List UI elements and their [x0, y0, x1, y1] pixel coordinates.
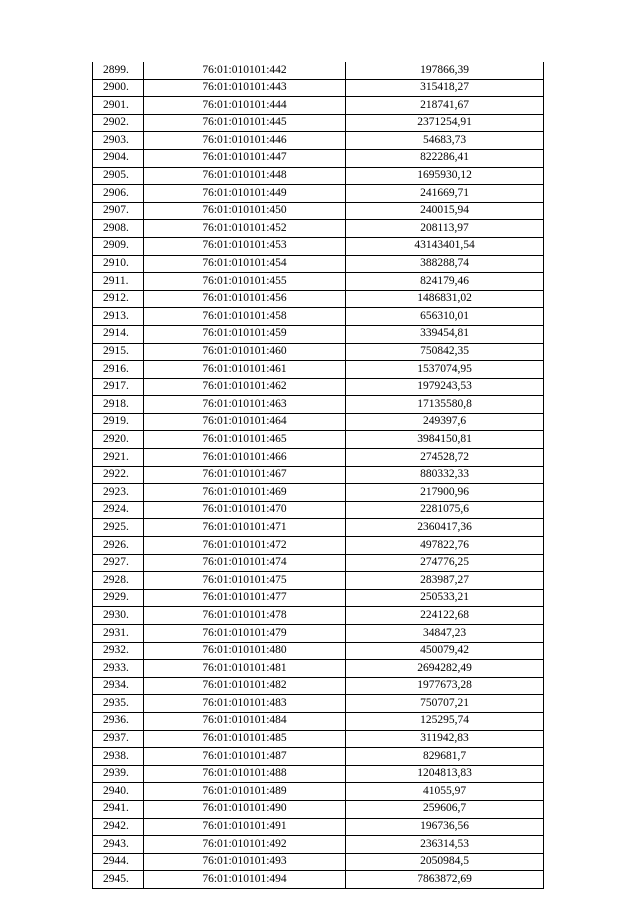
table-row	[93, 519, 544, 537]
table-row	[93, 660, 544, 678]
cadastral-value: 311942,83	[346, 730, 544, 748]
cadastral-number: 76:01:010101:455	[144, 273, 346, 291]
cadastral-number: 76:01:010101:477	[144, 589, 346, 607]
table-row	[93, 572, 544, 590]
cadastral-number: 76:01:010101:449	[144, 185, 346, 203]
cadastral-value: 34847,23	[346, 625, 544, 643]
cadastral-number: 76:01:010101:479	[144, 625, 346, 643]
cadastral-number: 76:01:010101:446	[144, 132, 346, 150]
row-number: 2932.	[93, 642, 144, 660]
cadastral-number: 76:01:010101:460	[144, 343, 346, 361]
row-number: 2909.	[93, 237, 144, 255]
table-row	[93, 255, 544, 273]
cadastral-value: 2694282,49	[346, 660, 544, 678]
cadastral-number: 76:01:010101:464	[144, 413, 346, 431]
table-row	[93, 132, 544, 150]
cadastral-value: 224122,68	[346, 607, 544, 625]
cadastral-value: 1204813,83	[346, 765, 544, 783]
cadastral-value: 750842,35	[346, 343, 544, 361]
row-number: 2902.	[93, 114, 144, 132]
row-number: 2927.	[93, 554, 144, 572]
row-number: 2918.	[93, 396, 144, 414]
cadastral-number: 76:01:010101:487	[144, 748, 346, 766]
row-number: 2920.	[93, 431, 144, 449]
cadastral-value: 2050984,5	[346, 853, 544, 871]
table-row	[93, 537, 544, 555]
row-number: 2943.	[93, 836, 144, 854]
table-row	[93, 466, 544, 484]
cadastral-value: 125295,74	[346, 712, 544, 730]
cadastral-value-table	[92, 62, 544, 889]
cadastral-value: 236314,53	[346, 836, 544, 854]
cadastral-number: 76:01:010101:474	[144, 554, 346, 572]
cadastral-number: 76:01:010101:480	[144, 642, 346, 660]
table-row	[93, 501, 544, 519]
cadastral-value: 249397,6	[346, 413, 544, 431]
cadastral-number: 76:01:010101:482	[144, 677, 346, 695]
cadastral-value: 829681,7	[346, 748, 544, 766]
cadastral-number: 76:01:010101:463	[144, 396, 346, 414]
row-number: 2925.	[93, 519, 144, 537]
cadastral-number: 76:01:010101:490	[144, 800, 346, 818]
cadastral-number: 76:01:010101:471	[144, 519, 346, 537]
table-row	[93, 695, 544, 713]
cadastral-number: 76:01:010101:461	[144, 361, 346, 379]
table-row	[93, 449, 544, 467]
cadastral-value: 217900,96	[346, 484, 544, 502]
cadastral-number: 76:01:010101:456	[144, 290, 346, 308]
table-row	[93, 431, 544, 449]
table-row	[93, 554, 544, 572]
table-row	[93, 625, 544, 643]
table-row	[93, 62, 544, 79]
row-number: 2937.	[93, 730, 144, 748]
cadastral-number: 76:01:010101:472	[144, 537, 346, 555]
cadastral-number: 76:01:010101:470	[144, 501, 346, 519]
row-number: 2916.	[93, 361, 144, 379]
table-row	[93, 589, 544, 607]
cadastral-value: 197866,39	[420, 63, 469, 76]
cadastral-value: 388288,74	[346, 255, 544, 273]
table-row	[93, 97, 544, 115]
cadastral-number: 76:01:010101:448	[144, 167, 346, 185]
cadastral-value: 315418,27	[346, 79, 544, 97]
table-row	[93, 202, 544, 220]
cadastral-number: 76:01:010101:462	[144, 378, 346, 396]
cadastral-value: 54683,73	[346, 132, 544, 150]
cadastral-number: 76:01:010101:447	[144, 149, 346, 167]
cadastral-value: 880332,33	[346, 466, 544, 484]
cadastral-number: 76:01:010101:445	[144, 114, 346, 132]
table-row	[93, 642, 544, 660]
row-number: 2934.	[93, 677, 144, 695]
row-number: 2914.	[93, 325, 144, 343]
row-number: 2941.	[93, 800, 144, 818]
row-number: 2919.	[93, 413, 144, 431]
cadastral-value: 196736,56	[346, 818, 544, 836]
cadastral-value: 2360417,36	[346, 519, 544, 537]
table-row	[93, 308, 544, 326]
table-row	[93, 748, 544, 766]
table-row	[93, 167, 544, 185]
cadastral-number: 76:01:010101:469	[144, 484, 346, 502]
table-row	[93, 79, 544, 97]
row-number: 2922.	[93, 466, 144, 484]
cadastral-value: 283987,27	[346, 572, 544, 590]
row-number: 2904.	[93, 149, 144, 167]
cadastral-value: 17135580,8	[346, 396, 544, 414]
row-number: 2903.	[93, 132, 144, 150]
row-number: 2910.	[93, 255, 144, 273]
table-row	[93, 114, 544, 132]
cadastral-value: 208113,97	[346, 220, 544, 238]
cadastral-number: 76:01:010101:458	[144, 308, 346, 326]
row-number: 2926.	[93, 537, 144, 555]
cadastral-number: 76:01:010101:478	[144, 607, 346, 625]
cadastral-value: 2281075,6	[346, 501, 544, 519]
table-row	[93, 361, 544, 379]
row-number: 2906.	[93, 185, 144, 203]
table-row	[93, 765, 544, 783]
table-row	[93, 325, 544, 343]
cadastral-number: 76:01:010101:467	[144, 466, 346, 484]
cadastral-value: 656310,01	[346, 308, 544, 326]
row-number: 2901.	[93, 97, 144, 115]
table-row	[93, 607, 544, 625]
row-number: 2905.	[93, 167, 144, 185]
cadastral-value: 450079,42	[346, 642, 544, 660]
table-row	[93, 149, 544, 167]
table-row	[93, 730, 544, 748]
cadastral-number: 76:01:010101:491	[144, 818, 346, 836]
cadastral-number: 76:01:010101:493	[144, 853, 346, 871]
cadastral-number: 76:01:010101:488	[144, 765, 346, 783]
cadastral-number: 76:01:010101:453	[144, 237, 346, 255]
cadastral-number: 76:01:010101:443	[144, 79, 346, 97]
row-number: 2911.	[93, 273, 144, 291]
cadastral-number: 76:01:010101:452	[144, 220, 346, 238]
cadastral-number: 76:01:010101:444	[144, 97, 346, 115]
row-number: 2917.	[93, 378, 144, 396]
row-number: 2942.	[93, 818, 144, 836]
cadastral-value: 259606,7	[346, 800, 544, 818]
cadastral-value: 274776,25	[346, 554, 544, 572]
cadastral-number: 76:01:010101:484	[144, 712, 346, 730]
row-number: 2923.	[93, 484, 144, 502]
table-row	[93, 871, 544, 889]
cadastral-number: 76:01:010101:483	[144, 695, 346, 713]
row-number: 2921.	[93, 449, 144, 467]
row-number: 2907.	[93, 202, 144, 220]
cadastral-number: 76:01:010101:442	[144, 62, 346, 79]
cadastral-number: 76:01:010101:485	[144, 730, 346, 748]
table-row	[93, 413, 544, 431]
cadastral-value: 218741,67	[346, 97, 544, 115]
table-row	[93, 396, 544, 414]
cadastral-value: 824179,46	[346, 273, 544, 291]
cadastral-value: 241669,71	[346, 185, 544, 203]
table-row	[93, 818, 544, 836]
table-row	[93, 853, 544, 871]
table-row	[93, 378, 544, 396]
cadastral-number: 76:01:010101:481	[144, 660, 346, 678]
row-number: 2939.	[93, 765, 144, 783]
cadastral-value: 7863872,69	[346, 871, 544, 889]
cadastral-value: 250533,21	[346, 589, 544, 607]
row-number: 2908.	[93, 220, 144, 238]
table-row	[93, 290, 544, 308]
cadastral-value: 3984150,81	[346, 431, 544, 449]
cadastral-value: 41055,97	[346, 783, 544, 801]
row-number: 2935.	[93, 695, 144, 713]
table-row	[93, 677, 544, 695]
table-row	[93, 237, 544, 255]
row-number: 2915.	[93, 343, 144, 361]
row-number: 2933.	[93, 660, 144, 678]
cadastral-value: 1537074,95	[346, 361, 544, 379]
cadastral-value: 497822,76	[346, 537, 544, 555]
cadastral-number: 76:01:010101:465	[144, 431, 346, 449]
row-number: 2940.	[93, 783, 144, 801]
table-row	[93, 783, 544, 801]
cadastral-value: 1695930,12	[346, 167, 544, 185]
row-number: 2912.	[93, 290, 144, 308]
row-number: 2944.	[93, 853, 144, 871]
table-row	[93, 712, 544, 730]
row-number: 2928.	[93, 572, 144, 590]
table-row	[93, 220, 544, 238]
cadastral-value: 43143401,54	[346, 237, 544, 255]
row-number: 2924.	[93, 501, 144, 519]
table-body	[93, 62, 544, 888]
cadastral-value: 1977673,28	[346, 677, 544, 695]
row-number: 2945.	[93, 871, 144, 889]
row-number: 2938.	[93, 748, 144, 766]
row-number: 2899.	[93, 62, 144, 79]
cadastral-number: 76:01:010101:466	[144, 449, 346, 467]
row-number: 2931.	[93, 625, 144, 643]
cadastral-value: 822286,41	[346, 149, 544, 167]
table-row	[93, 185, 544, 203]
cadastral-number: 76:01:010101:475	[144, 572, 346, 590]
cadastral-number: 76:01:010101:450	[144, 202, 346, 220]
table-row	[93, 800, 544, 818]
cadastral-number: 76:01:010101:492	[144, 836, 346, 854]
cadastral-number: 76:01:010101:489	[144, 783, 346, 801]
row-number: 2936.	[93, 712, 144, 730]
row-number: 2930.	[93, 607, 144, 625]
cadastral-value: 274528,72	[346, 449, 544, 467]
row-number: 2929.	[93, 589, 144, 607]
table-row	[93, 273, 544, 291]
cadastral-value: 750707,21	[346, 695, 544, 713]
table-row	[93, 836, 544, 854]
table-row	[93, 343, 544, 361]
cadastral-value: 1979243,53	[346, 378, 544, 396]
cadastral-number: 76:01:010101:494	[144, 871, 346, 889]
cadastral-value: 1486831,02	[346, 290, 544, 308]
table-row	[93, 484, 544, 502]
cadastral-value: 2371254,91	[346, 114, 544, 132]
row-number: 2913.	[93, 308, 144, 326]
cadastral-number: 76:01:010101:454	[144, 255, 346, 273]
cadastral-value: 339454,81	[346, 325, 544, 343]
cadastral-value: 240015,94	[346, 202, 544, 220]
cadastral-number: 76:01:010101:459	[144, 325, 346, 343]
row-number: 2900.	[93, 79, 144, 97]
